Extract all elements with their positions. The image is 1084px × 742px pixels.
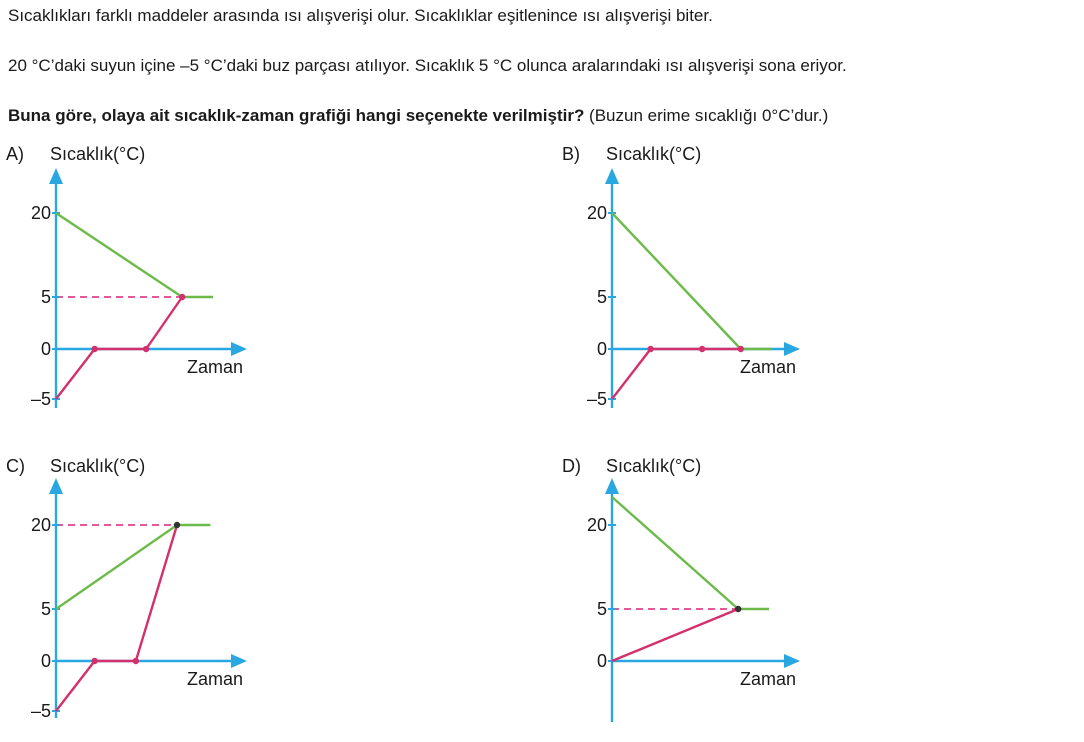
chart-c-point [174, 522, 180, 528]
chart-c-series-ice [56, 525, 177, 711]
chart-a-ytick-label: 20 [30, 203, 51, 223]
chart-c-ylabel: Sıcaklık(°C) [50, 456, 146, 476]
chart-b-ytick-label: 0 [596, 339, 607, 359]
chart-b-ylabel: Sıcaklık(°C) [606, 144, 702, 164]
chart-a-series-water [56, 213, 213, 297]
chart-a-ytick-label: –5 [30, 389, 51, 409]
chart-b-point [699, 346, 705, 352]
chart-c-ytick-label: 0 [40, 651, 51, 671]
chart-a-point [179, 294, 185, 300]
chart-a-point [143, 346, 149, 352]
chart-a-y-axis-arrow [49, 168, 63, 184]
question-prompt-note: (Buzun erime sıcaklığı 0°C’dur.) [584, 106, 829, 125]
chart-b-y-axis-arrow [605, 168, 619, 184]
chart-c-option-label: C) [6, 456, 25, 476]
chart-d-xlabel: Zaman [740, 669, 797, 689]
chart-b-series-water [612, 213, 772, 349]
chart-b-option-label: B) [562, 144, 580, 164]
chart-a-xlabel: Zaman [187, 357, 244, 377]
chart-c-point [91, 658, 97, 664]
chart-c-x-axis-arrow [231, 654, 247, 668]
question-line-2: 20 °C’daki suyun içine –5 °C’daki buz parçası atılıyor. Sıcaklık 5 °C olunca aralarındaki ısı alışverişi sona eriyor. [8, 56, 847, 75]
chart-d-ylabel: Sıcaklık(°C) [606, 456, 702, 476]
chart-b-xlabel: Zaman [740, 357, 797, 377]
chart-b-ytick-label: 20 [586, 203, 607, 223]
chart-a-point [91, 346, 97, 352]
chart-c-xlabel: Zaman [187, 669, 244, 689]
chart-a-x-axis-arrow [231, 342, 247, 356]
chart-d-series-ice [612, 609, 738, 661]
chart-c-ytick-label: –5 [30, 701, 51, 721]
chart-b-x-axis-arrow [784, 342, 800, 356]
chart-d-option-label: D) [562, 456, 581, 476]
chart-a-ytick-label: 5 [40, 287, 51, 307]
chart-b-ytick-label: –5 [586, 389, 607, 409]
chart-d-x-axis-arrow [784, 654, 800, 668]
chart-d-series-water [612, 497, 769, 609]
chart-a-option-label: A) [6, 144, 24, 164]
chart-d-ytick-label: 0 [596, 651, 607, 671]
chart-b-ytick-label: 5 [596, 287, 607, 307]
chart-a-ylabel: Sıcaklık(°C) [50, 144, 146, 164]
chart-c-ytick-label: 20 [30, 515, 51, 535]
chart-b-point [647, 346, 653, 352]
chart-c-y-axis-arrow [49, 478, 63, 494]
chart-d-y-axis-arrow [605, 478, 619, 494]
chart-c-ytick-label: 5 [40, 599, 51, 619]
chart-c-point [133, 658, 139, 664]
question-prompt-bold: Buna göre, olaya ait sıcaklık-zaman grafiği hangi seçenekte verilmiştir? [8, 106, 585, 125]
question-line-1: Sıcaklıkları farklı maddeler arasında ısı alışverişi olur. Sıcaklıklar eşitlenince ısı alışverişi biter. [8, 6, 713, 25]
chart-a-ytick-label: 0 [40, 339, 51, 359]
chart-b-point [738, 346, 744, 352]
chart-d-ytick-label: 20 [586, 515, 607, 535]
chart-c-series-water [56, 525, 211, 609]
chart-b-series-ice [612, 349, 741, 399]
chart-d-point [735, 606, 741, 612]
chart-d-ytick-label: 5 [596, 599, 607, 619]
